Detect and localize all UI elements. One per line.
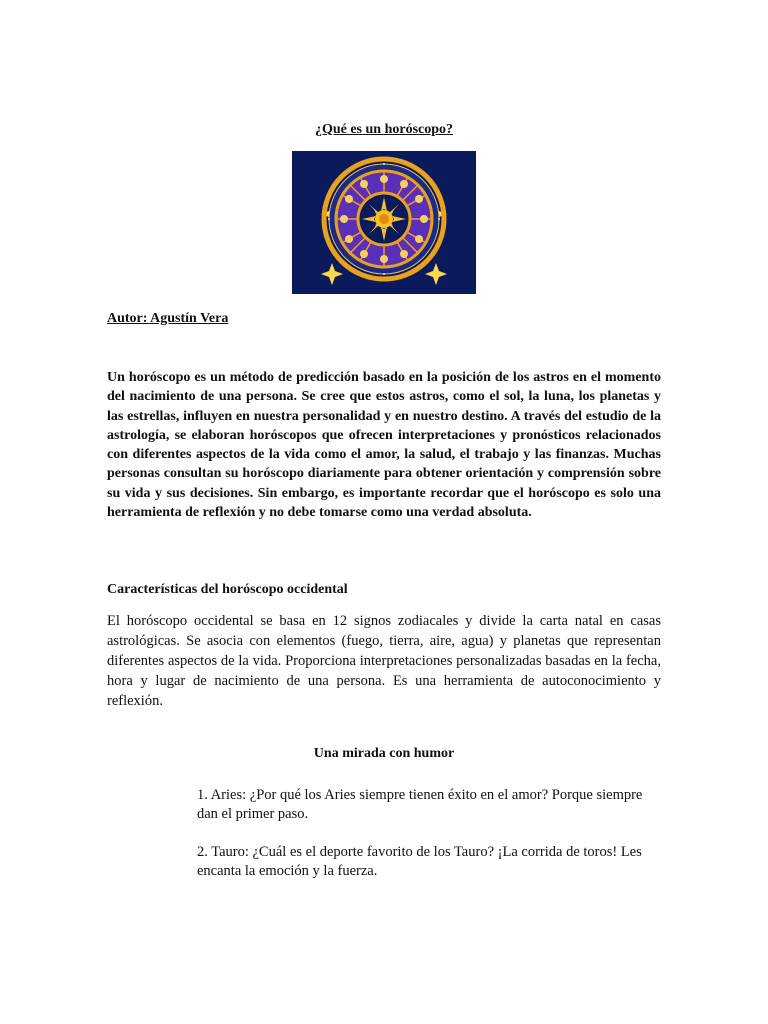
joke-item: 2. Tauro: ¿Cuál es el deporte favorito de los Tauro? ¡La corrida de toros! Les encanta la emoción y la fuerza.	[197, 844, 642, 879]
section-paragraph: El horóscopo occidental se basa en 12 signos zodiacales y divide la carta natal en casas astrológicas. Se asocia con elementos (fuego, tierra, aire, agua) y planetas que representan diferentes aspectos de la vida. Proporciona interpretaciones personalizadas basadas en la fecha, hora y lugar de nacimiento de una persona. Es una herramienta de autoconocimiento y reflexión.	[107, 613, 661, 709]
document-title: ¿Qué es un horóscopo?	[314, 122, 454, 137]
zodiac-wheel-image	[292, 151, 476, 294]
section-heading: Características del horóscopo occidental	[107, 582, 348, 597]
humor-heading: Una mirada con humor	[313, 746, 455, 761]
intro-paragraph: Un horóscopo es un método de predicción basado en la posición de los astros en el momento del nacimiento de una persona. Se cree que estos astros, como el sol, la luna, los planetas y las estrellas, influyen en nuestra personalidad y en nuestro destino. A través del estudio de la astrología, se elaboran horóscopos que ofrecen interpretaciones y pronósticos relacionados con diferentes aspectos de la vida como el amor, la salud, el trabajo y las finanzas. Muchas personas consultan su horóscopo diariamente para obtener orientación y comprensión sobre su vida y sus decisiones. Sin embargo, es importante recordar que el horóscopo es solo una herramienta de reflexión y no debe tomarse como una verdad absoluta.	[107, 370, 661, 521]
zodiac-wheel-icon	[292, 151, 476, 294]
author-line: Autor: Agustín Vera	[107, 311, 229, 326]
joke-item: 1. Aries: ¿Por qué los Aries siempre tienen éxito en el amor? Porque siempre dan el primer paso.	[197, 787, 643, 822]
